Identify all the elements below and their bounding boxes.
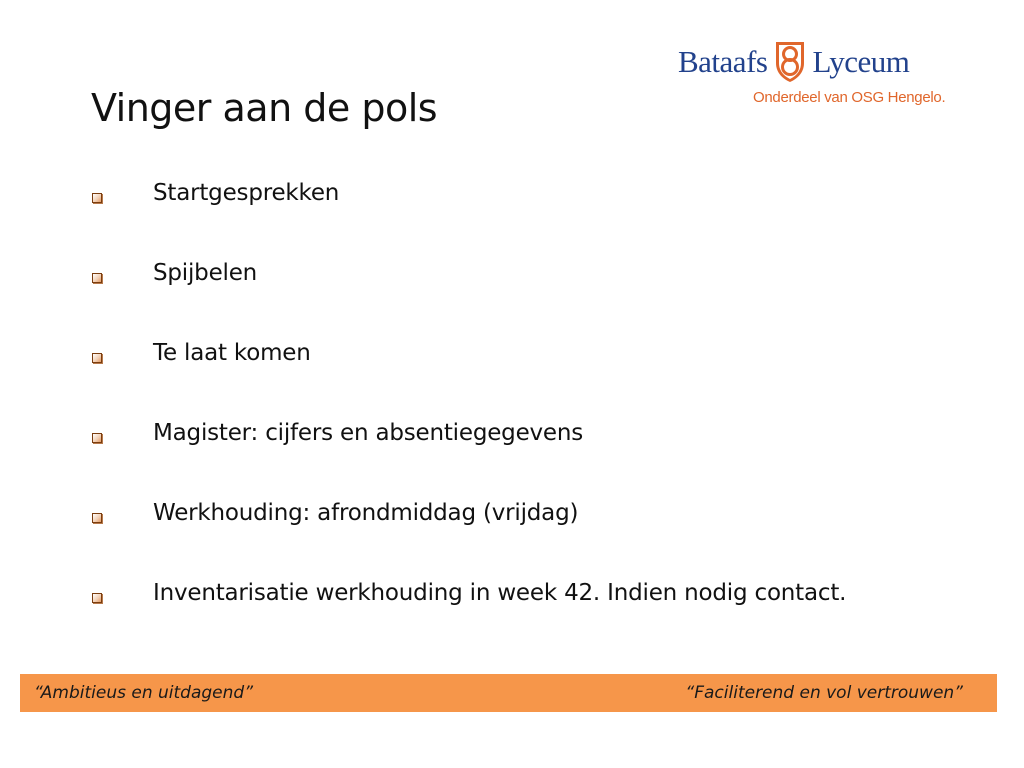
square-bullet-icon [92, 273, 102, 283]
school-logo [678, 36, 946, 116]
footer-bar [20, 674, 997, 712]
square-bullet-icon [92, 593, 102, 603]
bullet-text: Magister: cijfers en absentiegegevens [153, 420, 584, 446]
bullet-text: Startgesprekken [153, 180, 340, 206]
logo-word-bataafs: Bataafs [678, 43, 768, 79]
bullet-text: Te laat komen [153, 340, 311, 366]
logo-word-lyceum: Lyceum [812, 43, 910, 79]
square-bullet-icon [92, 353, 102, 363]
slide-title: Vinger aan de pols [91, 86, 438, 130]
footer-motto-left: “Ambitieus en uitdagend” [34, 683, 254, 703]
square-bullet-icon [92, 433, 102, 443]
bullet-text: Werkhouding: afrondmiddag (vrijdag) [153, 500, 579, 526]
logo-wordmark [678, 36, 940, 86]
bullet-text: Inventarisatie werkhouding in week 42. Indien nodig contact. [153, 580, 847, 606]
square-bullet-icon [92, 513, 102, 523]
square-bullet-icon [92, 193, 102, 203]
bullet-text: Spijbelen [153, 260, 258, 286]
logo-subtitle: Onderdeel van OSG Hengelo. [753, 89, 946, 106]
footer-motto-right: “Faciliterend en vol vertrouwen” [685, 683, 963, 703]
school-emblem-icon [772, 39, 808, 83]
